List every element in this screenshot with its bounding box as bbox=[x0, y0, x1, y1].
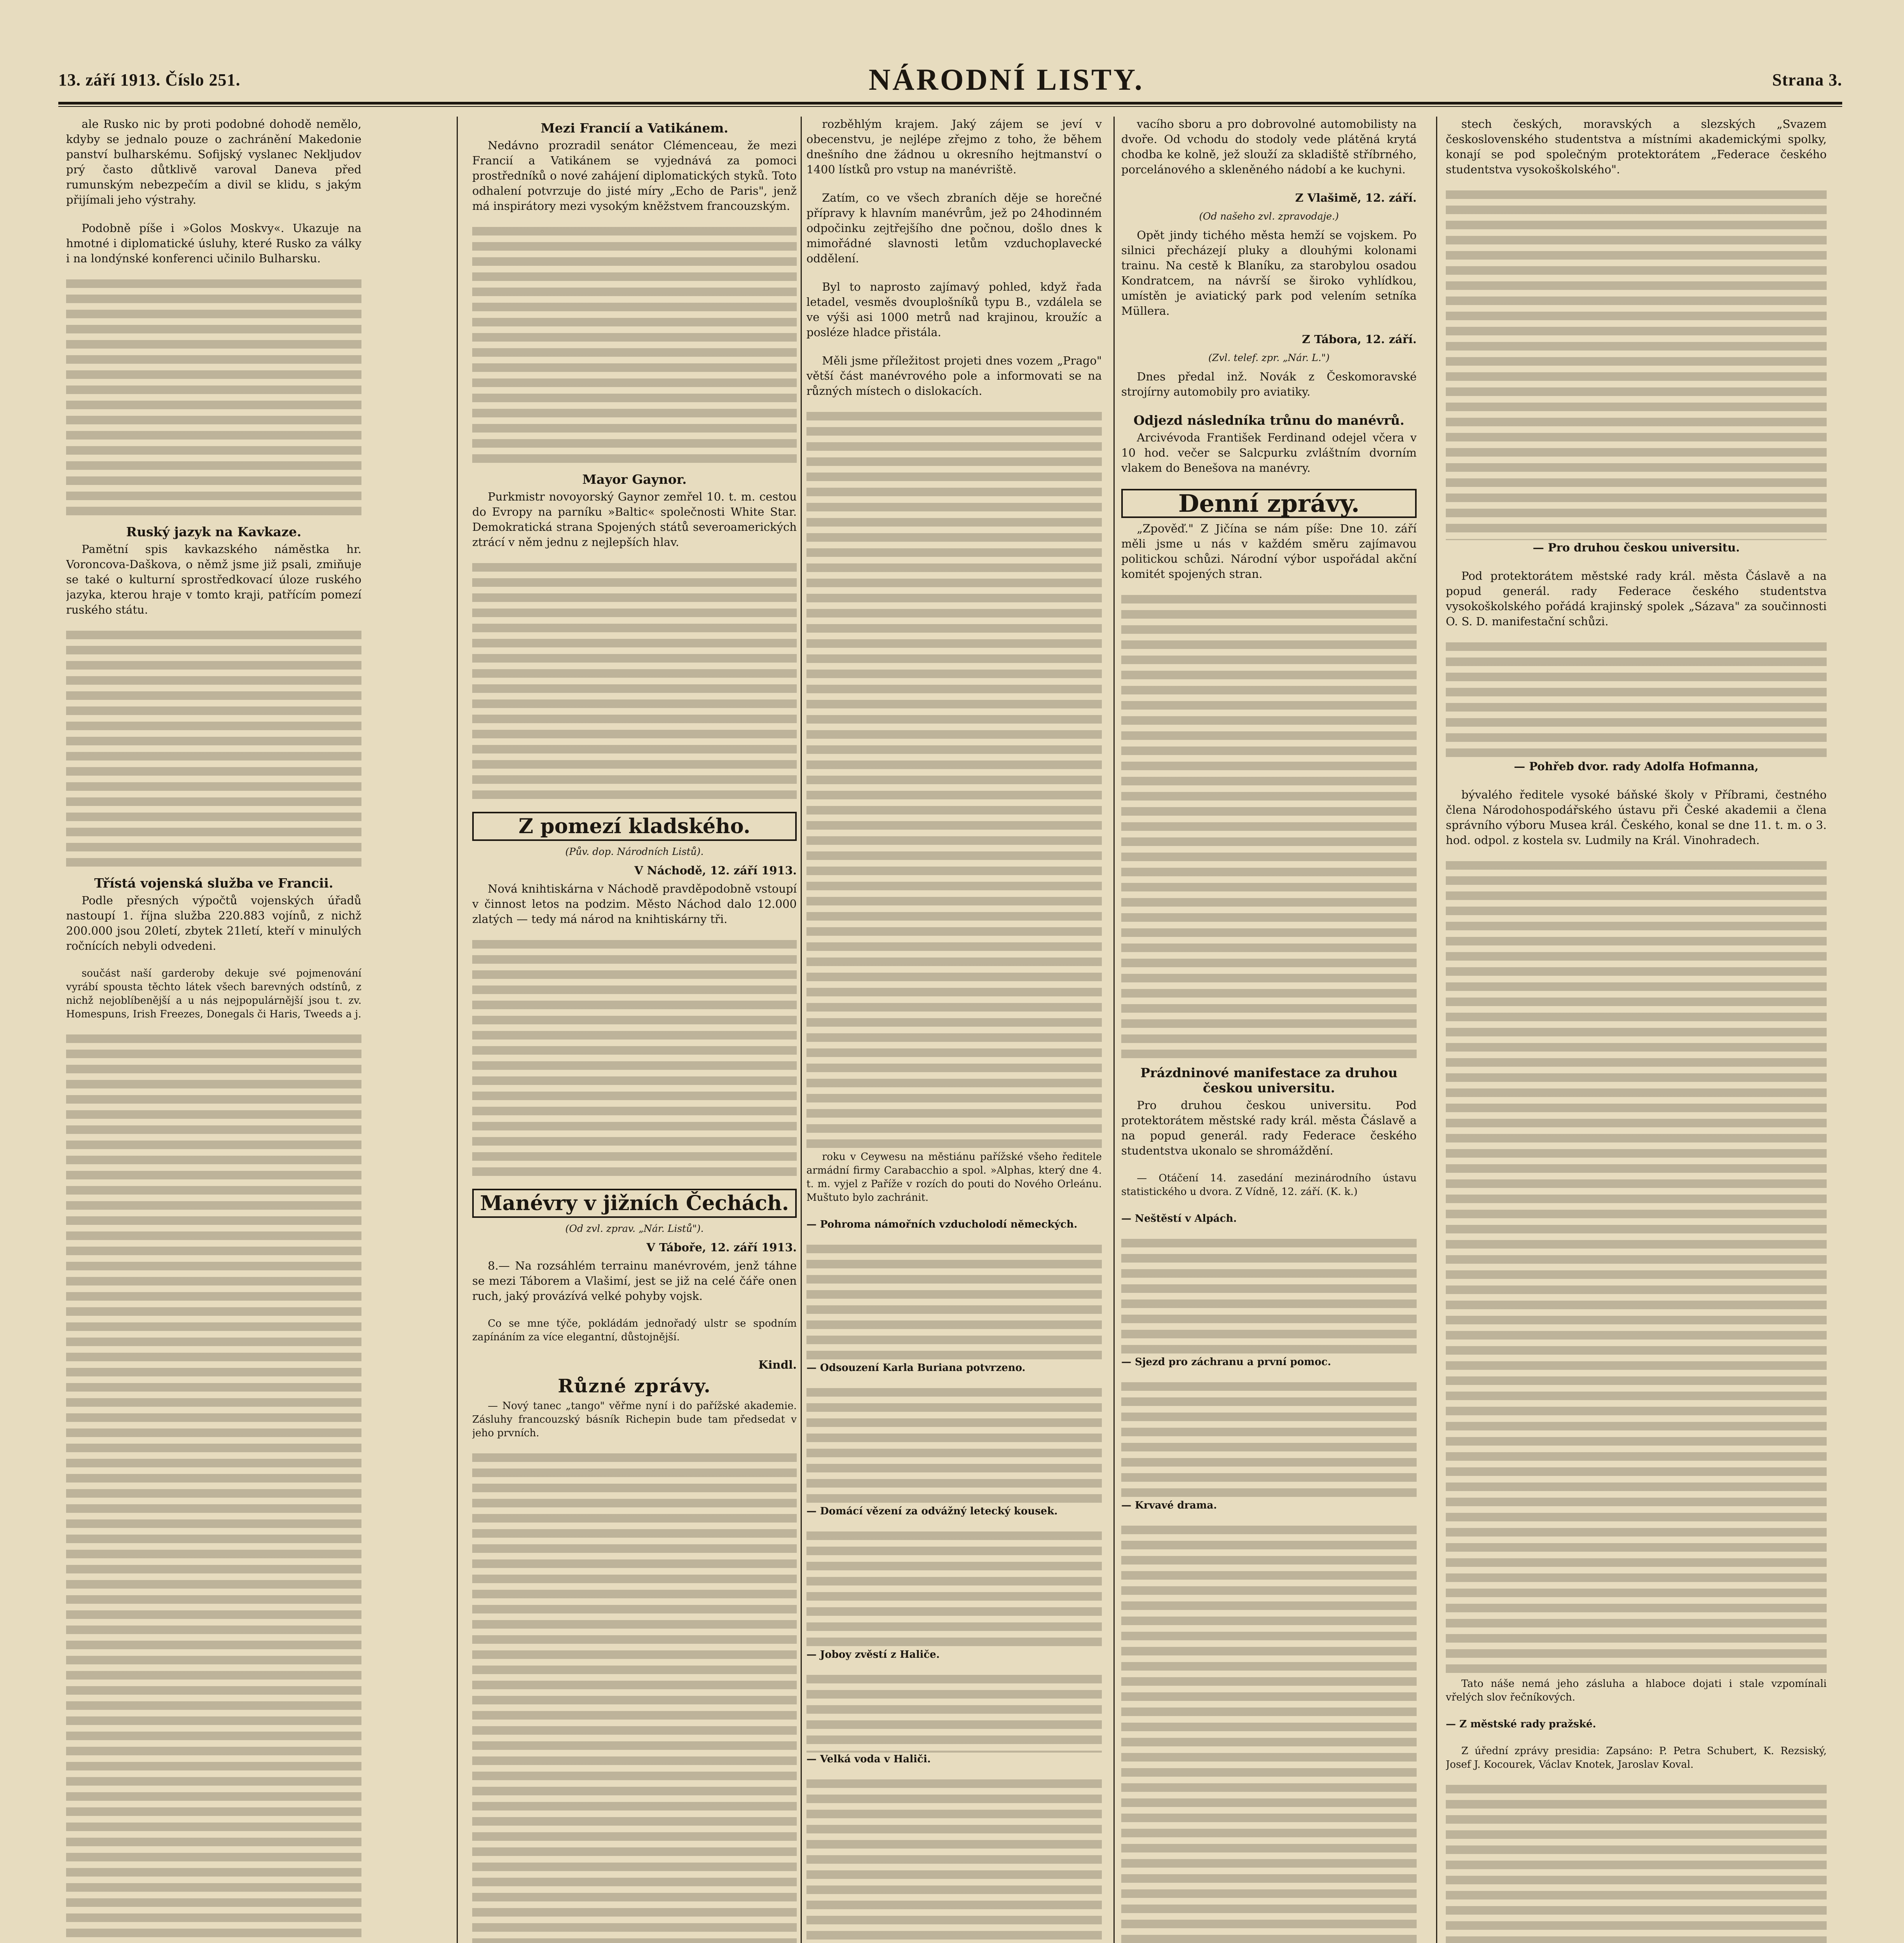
article-zamek-continuation: vacího sboru a pro dobrovolné automobilisty na dvoře. Od vchodu do stodoly vede plátěná krytá chodba ke kolně, jež slouží za skladiště stříbrného, porcelánového a skleněného nádobí a ke kuchyni. bbox=[1121, 117, 1417, 176]
text-lines bbox=[806, 1675, 1102, 1753]
article-pomezi: Nová knihtiskárna v Náchodě pravděpodobně vstoupí v činnost letos na podzim. Město Náchod dalo 12.000 zlatých — tedy má národ na knihtiskárny tři. bbox=[472, 882, 797, 926]
article-statisticky-ustav: — Otáčení 14. zasedání mezinárodního ústavu statistického u dvora. Z Vídně, 12. září. (K. k.) bbox=[1121, 1172, 1417, 1198]
masthead bbox=[58, 58, 1842, 101]
text-lines bbox=[472, 227, 797, 468]
headline-manevry: Manévry v jižních Čechách. bbox=[480, 1191, 789, 1215]
text-lines bbox=[66, 631, 361, 872]
article-hofmann: bývalého ředitele vysoké báňské školy v Příbrami, čestného člena Národohospodářského ústavu při České akademii a člena správního výboru Musea král. Českého, konal se dne 11. t. m. o 3. hod. odpol. z kostela sv. Ludmily na Král. Vinohradech. bbox=[1446, 788, 1827, 847]
headline-ruzne-zpravy: Různé zprávy. bbox=[558, 1375, 711, 1397]
text-lines bbox=[1446, 1785, 1827, 1943]
article-prazdninove-manifestace: Pro druhou českou universitu. Pod protektorátem městské rady král. města Čáslavě a na popud generál. rady Federace českého studentstva ukonalo se shromáždění. bbox=[1121, 1099, 1417, 1157]
subtitle-pomezi: (Pův. dop. Národních Listů). bbox=[565, 846, 704, 857]
article-manevry: 8.— Na rozsáhlém terrainu manévrovém, jenž táhne se mezi Táborem a Vlašimí, jest se již na celé čáře onen ruch, jaký provázívá velké pohyby vojsk. bbox=[472, 1259, 797, 1303]
article-zpoved: „Zpověď." Z Jičína se nám píše: Dne 10. září měli jsme u nás v každém směru zajímavou politickou schůzi. Národní výbor uspořádal akční komitét spojených stran. bbox=[1121, 522, 1417, 581]
article-ceywes: roku v Ceywesu na městiánu pařížské všeho ředitele armádní firmy Carabacchio a spol. »Alphas, který dne 4. t. m. vyjel z Paříže v rozích do pouti do Nového Orleánu. Muštuto bylo zachránit. bbox=[806, 1151, 1102, 1203]
article-golos: Podobně píše i »Golos Moskvy«. Ukazuje na hmotné i diplomatické úsluhy, které Rusko za války i na londýnské konferenci učinilo Bulharsku. bbox=[66, 222, 361, 265]
text-lines bbox=[66, 1034, 361, 1943]
text-lines bbox=[472, 563, 797, 804]
article-mestske-rady: Z úřední zprávy presidia: Zapsáno: P. Petra Schubert, K. Rezsiský, Josef J. Kocourek, Václav Knotek, Jaroslav Koval. bbox=[1446, 1745, 1827, 1770]
headline-joboy: — Joboy zvěstí z Haliče. bbox=[806, 1649, 940, 1660]
article-manevry-continuation: rozběhlým krajem. Jaký zájem se jeví v obecenstvu, je nejlépe zřejmo z toho, že během dnešního dne žádnou u okresního hejtmanství o 1400 lístků pro vstup na manévriště. bbox=[806, 117, 1102, 176]
text-lines bbox=[472, 1453, 797, 1943]
newspaper-title: NÁRODNÍ LISTY. bbox=[868, 63, 1144, 96]
headline-rusky-jazyk: Ruský jazyk na Kavkaze. bbox=[126, 524, 302, 539]
text-lines bbox=[806, 412, 1102, 1150]
column-separator bbox=[457, 117, 458, 1943]
article-rusky-jazyk: Pamětní spis kavkazského náměstka hr. Voroncova-Daškova, o němž jsme již psali, zmiňuje se také o kulturní sprostředkovací úloze ruského jazyka, kterou hraje v tomto kraji, patřícím pomezí ruského státu. bbox=[66, 542, 361, 616]
text-lines bbox=[1121, 1526, 1417, 1943]
text-lines bbox=[1446, 190, 1827, 540]
headline-box-pomezi bbox=[472, 812, 797, 841]
text-lines bbox=[806, 1388, 1102, 1505]
article-tabor: Dnes předal inž. Novák z Českomoravské strojírny automobily pro aviatiky. bbox=[1121, 370, 1417, 398]
issue-date: 13. září 1913. Číslo 251. bbox=[58, 70, 241, 89]
text-lines bbox=[1121, 1239, 1417, 1355]
headline-sjezd: — Sjezd pro záchranu a první pomoc. bbox=[1121, 1356, 1331, 1368]
article-letadla: Byl to naprosto zajímavý pohled, když řada letadel, vesměs dvouplošníků typu B., vzdálela se ve výši asi 1000 metrů nad krajinou, kroužíc a posléze hladce přistála. bbox=[806, 280, 1102, 339]
article-vatikan: Nedávno prozradil senátor Clémenceau, že mezi Francií a Vatikánem se vyjednává za pomoci prostředníků o nové zahájení diplomatických styků. Toto odhalení potvrzuje do jisté míry „Echo de Paris", jenž má inspirátory mezi vysokým kněžstvem francouzským. bbox=[472, 139, 797, 213]
column-2 bbox=[472, 117, 797, 1943]
article-vlasim: Opět jindy tichého města hemží se vojskem. Po silnici přecházejí pluky a dlouhými kolonami trainu. Na cestě k Blaníku, za starobylou osadou Kondratcem, na návrší se široko vyhlídkou, umístěn je aviatický park pod velením setníka Müllera. bbox=[1121, 228, 1417, 317]
page-number: Strana 3. bbox=[1772, 70, 1842, 89]
article-continuation: ale Rusko nic by proti podobné dohodě nemělo, kdyby se jednalo pouze o zachránění Makedonie panství bulharskému. Sofijský vyslanec Nekljudov prý často důtklivě varoval Daneva před rumunským nebezpečím a divil se klidu, s jakým přijímali jeho výstrahy. bbox=[66, 117, 361, 206]
headline-pomezi: Z pomezí kladského. bbox=[518, 815, 750, 838]
article-vzduchoplavci: Zatím, co ve všech zbraních děje se horečné přípravy k hlavním manévrům, jež po 24hodinném odpočinku zejtřejšího dne počnou, došlo dnes k mimořádné slavnosti letům vzduchoplavecké oddělení. bbox=[806, 191, 1102, 265]
headline-prazdninove-manifestace: Prázdninové manifestace za druhou českou universitu. bbox=[1140, 1065, 1398, 1095]
article-odjezd: Arcivévoda František Ferdinand odejel včera v 10 hod. večer se Salcpurku zvláštním dvorním vlakem do Benešova na manévry. bbox=[1121, 431, 1417, 474]
headline-vojenska-sluzba: Třístá vojenská služba ve Francii. bbox=[94, 876, 333, 891]
text-lines bbox=[1121, 595, 1417, 1061]
article-pro-universitu: Pod protektorátem městské rady král. města Čáslavě a na popud generál. rady Federace českého studentstva vysokoškolského pořádá krajinský spolek „Sázava" za součinnosti O. S. D. manifestační schůzi. bbox=[1446, 569, 1827, 628]
headline-burian: — Odsouzení Karla Buriana potvrzeno. bbox=[806, 1362, 1026, 1374]
dateline-manevry: V Táboře, 12. září 1913. bbox=[646, 1241, 797, 1254]
subtitle-tabor: (Zvl. telef. zpr. „Nár. L.") bbox=[1208, 352, 1330, 363]
subtitle-manevry: (Od zvl. zprav. „Nár. Listů"). bbox=[565, 1223, 704, 1234]
column-5 bbox=[1446, 117, 1827, 1943]
headline-velka-voda: — Velká voda v Haliči. bbox=[806, 1753, 931, 1765]
article-gaynor: Purkmistr novoyorský Gaynor zemřel 10. t. m. cestou do Evropy na parníku »Baltic« společnosti White Star. Demokratická strana Spojených států severoamerických ztrácí v něm jednu z nejlepších hlav. bbox=[472, 490, 797, 549]
article-garderoba: součást naší garderoby dekuje své pojmenování vyrábí spousta těchto látek všech barevných odstínů, z nichž nejoblíbenější a u nás nejpopulárnější jsou t. zv. Homespuns, Irish Freezes, Donegals či Haris, Tweeds a j. bbox=[66, 968, 361, 1020]
headline-odjezd: Odjezd následníka trůnu do manévrů. bbox=[1133, 413, 1405, 428]
dateline-tabor: Z Tábora, 12. září. bbox=[1302, 333, 1417, 346]
signature: Kindl. bbox=[758, 1358, 797, 1371]
headline-pobroma: — Pohroma námořních vzducholodí německých. bbox=[806, 1219, 1078, 1230]
headline-krvave-drama: — Krvavé drama. bbox=[1121, 1500, 1217, 1511]
article-prago: Měli jsme příležitost projeti dnes vozem „Prago" větší část manévrového pole a informovati se na různých místech o dislokacích. bbox=[806, 354, 1102, 398]
headline-nestesti-alpy: — Neštěstí v Alpách. bbox=[1121, 1213, 1237, 1224]
dateline-pomezi: V Náchodě, 12. září 1913. bbox=[634, 864, 797, 877]
column-3 bbox=[806, 117, 1102, 1943]
column-separator bbox=[801, 117, 802, 1943]
text-lines bbox=[472, 940, 797, 1181]
column-separator bbox=[1436, 117, 1437, 1943]
headline-pro-universitu: — Pro druhou českou universitu. bbox=[1532, 541, 1740, 554]
subtitle-vlasim: (Od našeho zvl. zpravodaje.) bbox=[1199, 211, 1339, 222]
headline-gaynor: Mayor Gaynor. bbox=[582, 472, 687, 487]
headline-denni-zpravy: Denní zprávy. bbox=[1178, 489, 1360, 518]
text-lines bbox=[806, 1531, 1102, 1648]
masthead-rule-thin bbox=[58, 106, 1842, 107]
text-lines bbox=[806, 1245, 1102, 1361]
text-lines bbox=[1446, 642, 1827, 759]
text-lines bbox=[806, 1779, 1102, 1943]
column-separator bbox=[1113, 117, 1115, 1943]
headline-box-denni-zpravy bbox=[1121, 489, 1417, 518]
text-lines bbox=[1446, 861, 1827, 1677]
text-lines bbox=[66, 279, 361, 520]
headline-domaci-vezeni: — Domácí vězení za odvážný letecký kousek. bbox=[806, 1505, 1058, 1517]
article-svaz-continuation: stech českých, moravských a slezských „Svazem československého studentstva a místními akademickými spolky, konají se pod společným protektorátem „Federace českého studentstva vysokoškolského". bbox=[1446, 117, 1827, 176]
article-ruzne-zpravy: — Nový tanec „tango" věřme nyní i do pařížské akademie. Zásluhy francouzský básník Richepin bude tam předsedat v jeho prvních. bbox=[472, 1400, 797, 1439]
article-ulstr: Co se mne týče, pokládám jednořadý ulstr se spodním zapínáním za více elegantní, důstojnější. bbox=[472, 1318, 797, 1343]
column-4 bbox=[1121, 117, 1417, 1943]
text-lines bbox=[1121, 1382, 1417, 1499]
headline-hofmann: — Pohřeb dvor. rady Adolfa Hofmanna, bbox=[1514, 760, 1759, 773]
article-vojenska-sluzba: Podle přesných výpočtů vojenských úřadů nastoupí 1. října služba 220.883 vojínů, z nichž 200.000 jsou 20letí, zbytek 21letí, kteří v minulých ročnících nebyli odvedeni. bbox=[66, 894, 361, 952]
column-1 bbox=[66, 117, 361, 1943]
headline-vatikan: Mezi Francií a Vatikánem. bbox=[541, 120, 728, 136]
dateline-vlasim: Z Vlašimě, 12. září. bbox=[1295, 191, 1417, 204]
article-hofmann-end: Tato náše nemá jeho zásluha a hlaboce dojati i stale vzpomínali vřelých slov řečníkových. bbox=[1446, 1678, 1827, 1703]
headline-box-manevry bbox=[472, 1189, 797, 1218]
masthead-rule bbox=[58, 102, 1842, 105]
headline-mestske-rady: — Z městské rady pražské. bbox=[1446, 1718, 1596, 1730]
